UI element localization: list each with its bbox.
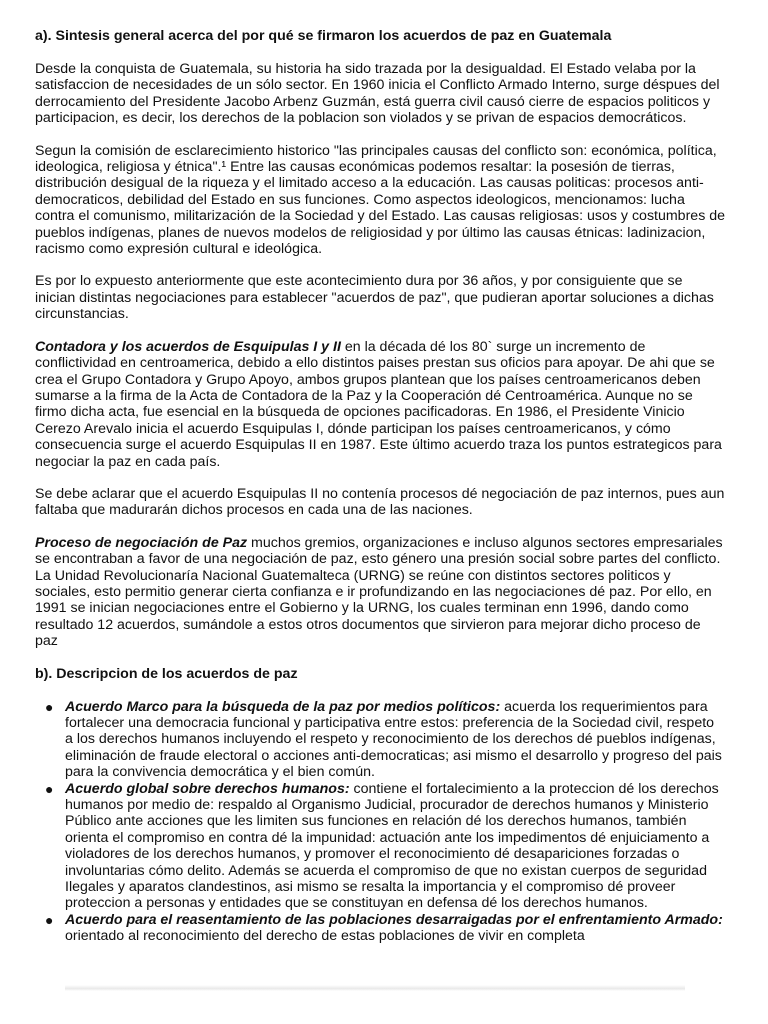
agreement-text: acuerda los requerimientos para fortalecer una democracia funcional y participativa entre estos: preferencia de la Sociedad civil, respeto a los derechos humanos incluyendo el respeto y reconocimiento de los derechos dé pueblos indígenas, eliminación de fraude electoral o acciones anti-democraticas; asi mismo el desarrollo y progreso del pais para la convivencia democrática y el bien común. [65, 698, 722, 781]
bullet-icon: ● [45, 911, 54, 928]
agreement-title: Acuerdo para el reasentamiento de las poblaciones desarraigadas por el enfrentamiento Armado: [65, 911, 723, 928]
agreement-text: orientado al reconocimiento del derecho de estas poblaciones de vivir en completa [65, 928, 585, 945]
negotiation-text: muchos gremios, organizaciones e incluso algunos sectores empresariales se encontraban a favor de una negociación de paz, esto género una presión social sobre partes del conflicto. La Unidad Revolucionaría Nacional Guatemalteca (URNG) se reúne con distintos sectores politicos y sociales, esto permitio generar cierta confianza e ir profundizando en las negociaciones dé paz. Por ello, en 1991 se inician negociaciones entre el Gobierno y la URNG, los cuales terminan enn 1996, dando como resultado 12 acuerdos, sumándole a estos otros documentos que sirvieron para mejorar dicho proceso de paz [35, 534, 723, 650]
negotiation-paragraph [35, 535, 725, 650]
agreement-item [45, 698, 725, 781]
agreement-title: Acuerdo Marco para la búsqueda de la paz por medios políticos: [65, 698, 501, 715]
bullet-icon: ● [45, 780, 54, 797]
causes-paragraph: Segun la comisión de esclarecimiento historico "las principales causas del conflicto son: económica, política, ideologica, religiosa y étnica".¹ Entre las causas económicas podemos resaltar: la posesión de tierras, distribución desigual de la riqueza y el limitado acceso a la educación. Las causas politicas: procesos anti-democraticos, debilidad del Estado en sus funciones. Como aspectos ideologicos, mencionamos: lucha contra el comunismo, militarización de la Sociedad y del Estado. Las causas religiosas: usos y costumbres de pueblos indígenas, planes de nuevos modelos de religiosidad y por último las causas étnicas: ladinizacion, racismo como expresión cultural e ideológica. [35, 142, 726, 258]
agreements-list [35, 699, 725, 945]
section-b-heading: b). Descripcion de los acuerdos de paz [35, 665, 298, 682]
negotiation-lead: Proceso de negociación de Paz [35, 534, 248, 551]
contadora-paragraph [35, 339, 725, 470]
cut-off-text-line [65, 985, 685, 991]
agreement-item [45, 911, 725, 945]
agreement-text: contiene el fortalecimiento a la proteccion dé los derechos humanos por medio de: respaldo al Organismo Judicial, procurador de derechos humanos y Ministerio Público ante acciones que les limiten sus funciones en relación dé los derechos humanos, también orienta el compromiso en contra dé la impunidad: actuación ante los impedimentos dé enjuiciamento a violadores de los derechos humanos, y promover el reconocimiento dé desapariciones forzadas o involuntarias cómo delito. Además se acuerda el compromiso de que no existan cuerpos de seguridad Ilegales y aparatos clandestinos, asi mismo se resalta la importancia y el compromiso dé proveer proteccion a personas y entidades que se constituyan en defensa dé los derechos humanos. [65, 780, 719, 912]
bullet-icon: ● [45, 698, 54, 715]
clarification-paragraph: Se debe aclarar que el acuerdo Esquipulas II no contenía procesos dé negociación de paz internos, pues aun faltaba que madurarán dichos procesos en cada una de las naciones. [35, 485, 725, 519]
intro-paragraph: Desde la conquista de Guatemala, su historia ha sido trazada por la desigualdad. El Estado velaba por la satisfaccion de necesidades de un sólo sector. En 1960 inicia el Conflicto Armado Interno, surge déspues del derrocamiento del Presidente Jacobo Arbenz Guzmán, está guerra civil causó cierre de espacios politicos y participacion, es decir, los derechos de la poblacion son violados y se privan de espacios democráticos. [35, 61, 720, 127]
agreement-title: Acuerdo global sobre derechos humanos: [65, 780, 350, 797]
duration-paragraph: Es por lo expuesto anteriormente que este acontecimiento dura por 36 años, y por consiguiente que se inician distintas negociaciones para establecer "acuerdos de paz", que pudieran aportar soluciones a dichas circunstancias. [35, 273, 714, 323]
agreement-item [45, 780, 725, 912]
section-a-heading: a). Sintesis general acerca del por qué se firmaron los acuerdos de paz en Guatemala [35, 28, 612, 44]
page-cutoff [0, 986, 768, 1024]
contadora-lead: Contadora y los acuerdos de Esquipulas I y II [35, 338, 341, 355]
document-page [35, 28, 725, 945]
contadora-text: en la década dé los 80` surge un incremento de conflictividad en centroamerica, debido a ello distintos paises prestan sus oficios para apoyar. De ahi que se crea el Grupo Contadora y Grupo Apoyo, ambos grupos plantean que los países centroamericanos deben sumarse a la firma de la Acta de Contadora de la Paz y la Cooperación dé Centroamérica. Aunque no se firmo dicha acta, fue esencial en la búsqueda de opciones pacificadoras. En 1986, el Presidente Vinicio Cerezo Arevalo inicia el acuerdo Esquipulas I, dónde participan los países centroamericanos, y cómo consecuencia surge el acuerdo Esquipulas II en 1987. Este último acuerdo traza los puntos estrategicos para negociar la paz en cada país. [35, 338, 722, 470]
